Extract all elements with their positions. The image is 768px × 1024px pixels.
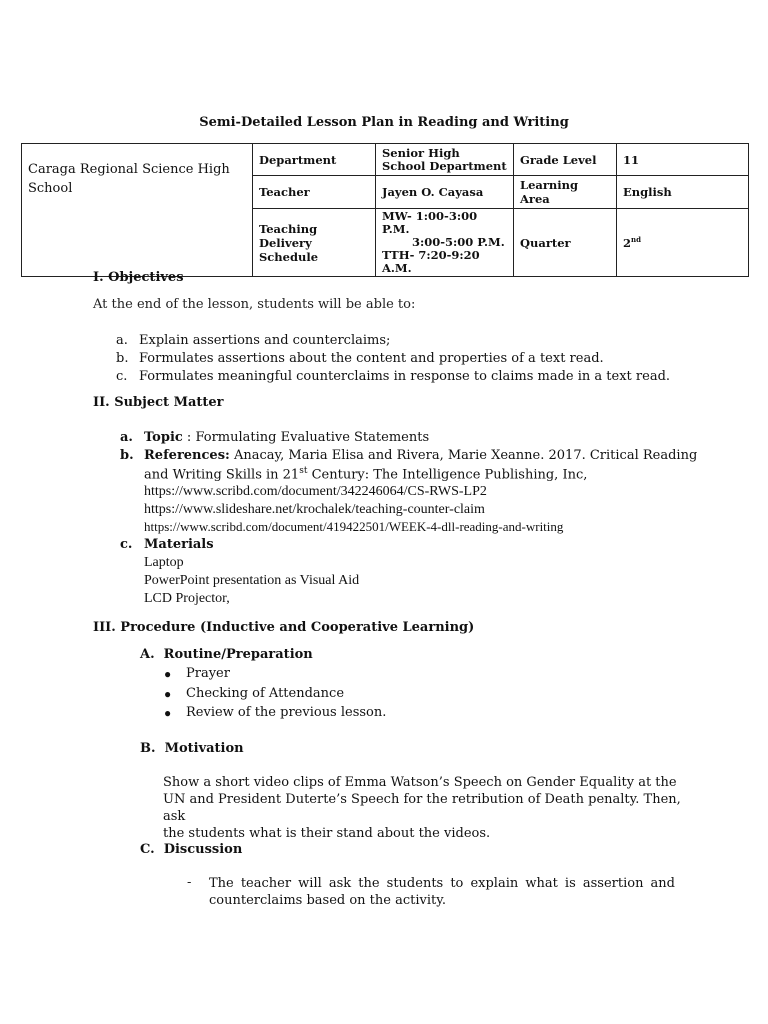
list-marker: c. <box>116 369 128 384</box>
list-text: Formulates meaningful counterclaims in response to claims made in a text read. <box>139 369 671 384</box>
quarter-number: 2 <box>623 235 632 250</box>
motivation-line: the students what is their stand about the videos. <box>163 826 491 841</box>
refs-line-1 <box>144 448 697 464</box>
schedule-line-3: TTH- 7:20-9:20 A.M. <box>382 248 480 275</box>
quarter-suffix: nd <box>631 235 641 245</box>
area-value: English <box>617 176 749 209</box>
refs-label: References: <box>144 448 230 463</box>
quarter-label: Quarter <box>514 209 617 277</box>
routine-item: Checking of Attendance <box>186 686 345 701</box>
materials-heading <box>144 537 214 553</box>
routine-item: Prayer <box>186 666 230 681</box>
teacher-value: Jayen O. Cayasa <box>376 176 514 209</box>
department-label: Department <box>253 144 376 176</box>
refs-marker-text: b. <box>120 448 134 463</box>
refs-text-2b: Century: The Intelligence Publishing, Inc, <box>307 467 588 483</box>
grade-value: 11 <box>617 144 749 176</box>
refs-text-1: Anacay, Maria Elisa and Rivera, Marie Xeanne. 2017. Critical Reading <box>229 448 698 463</box>
materials-label: Materials <box>144 537 214 552</box>
reference-url-3: https://www.scribd.com/document/419422501/WEEK-4-dll-reading-and-writing <box>144 519 564 534</box>
area-label: Learning Area <box>514 176 617 209</box>
material-item: Laptop <box>144 555 184 570</box>
motivation-text <box>163 774 683 842</box>
routine-heading: A. Routine/Preparation <box>140 647 313 662</box>
topic-value: : Formulating Evaluative Statements <box>182 430 430 445</box>
motivation-heading: B. Motivation <box>140 741 244 756</box>
topic-marker <box>120 430 133 446</box>
department-value: Senior High School Department <box>376 144 514 176</box>
list-text: Explain assertions and counterclaims; <box>139 333 391 348</box>
grade-label: Grade Level <box>514 144 617 176</box>
info-table <box>21 143 749 277</box>
objectives-heading: I. Objectives <box>93 270 184 285</box>
discussion-text: The teacher will ask the students to explain what is assertion and counterclaims based on the activity. <box>209 876 675 908</box>
refs-marker <box>120 448 134 464</box>
procedure-heading: III. Procedure (Inductive and Cooperative Learning) <box>93 620 475 635</box>
materials-marker <box>120 537 132 553</box>
list-marker: a. <box>116 333 128 348</box>
bullet-icon: ● <box>164 687 172 701</box>
list-text: Formulates assertions about the content and properties of a text read. <box>139 351 604 366</box>
discussion-heading: C. Discussion <box>140 842 243 857</box>
subject-heading: II. Subject Matter <box>93 395 224 410</box>
school-name: Caraga Regional Science High School <box>22 144 253 277</box>
refs-line-2 <box>144 466 587 482</box>
list-marker: b. <box>116 351 129 366</box>
schedule-line-2: 3:00-5:00 P.M. <box>412 235 505 249</box>
material-item: LCD Projector, <box>144 591 230 606</box>
dash-marker: - <box>187 875 192 890</box>
schedule-value <box>376 209 514 277</box>
quarter-value <box>617 209 749 277</box>
motivation-line: Show a short video clips of Emma Watson’s Speech on Gender Equality at the <box>163 775 677 790</box>
refs-sup: st <box>299 466 308 476</box>
topic-line <box>144 430 429 446</box>
refs-text-2a: and Writing Skills in 21 <box>144 467 300 483</box>
schedule-label: Teaching Delivery Schedule <box>253 209 376 277</box>
bullet-icon: ● <box>164 667 172 681</box>
motivation-line: UN and President Duterte’s Speech for the retribution of Death penalty. Then, ask <box>163 792 681 824</box>
routine-item: Review of the previous lesson. <box>186 705 387 720</box>
reference-url-2: https://www.slideshare.net/krochalek/teaching-counter-claim <box>144 502 485 517</box>
materials-marker-text: c. <box>120 537 133 552</box>
topic-marker-text: a. <box>120 430 133 445</box>
material-item: PowerPoint presentation as Visual Aid <box>144 573 360 588</box>
objectives-intro: At the end of the lesson, students will be able to: <box>93 297 416 312</box>
reference-url-1: https://www.scribd.com/document/342246064/CS-RWS-LP2 <box>144 484 487 499</box>
topic-label: Topic <box>144 430 183 445</box>
schedule-line-1: MW- 1:00-3:00 P.M. <box>382 209 478 236</box>
document-title: Semi-Detailed Lesson Plan in Reading and Writing <box>199 115 569 130</box>
teacher-label: Teacher <box>253 176 376 209</box>
bullet-icon: ● <box>164 706 172 720</box>
